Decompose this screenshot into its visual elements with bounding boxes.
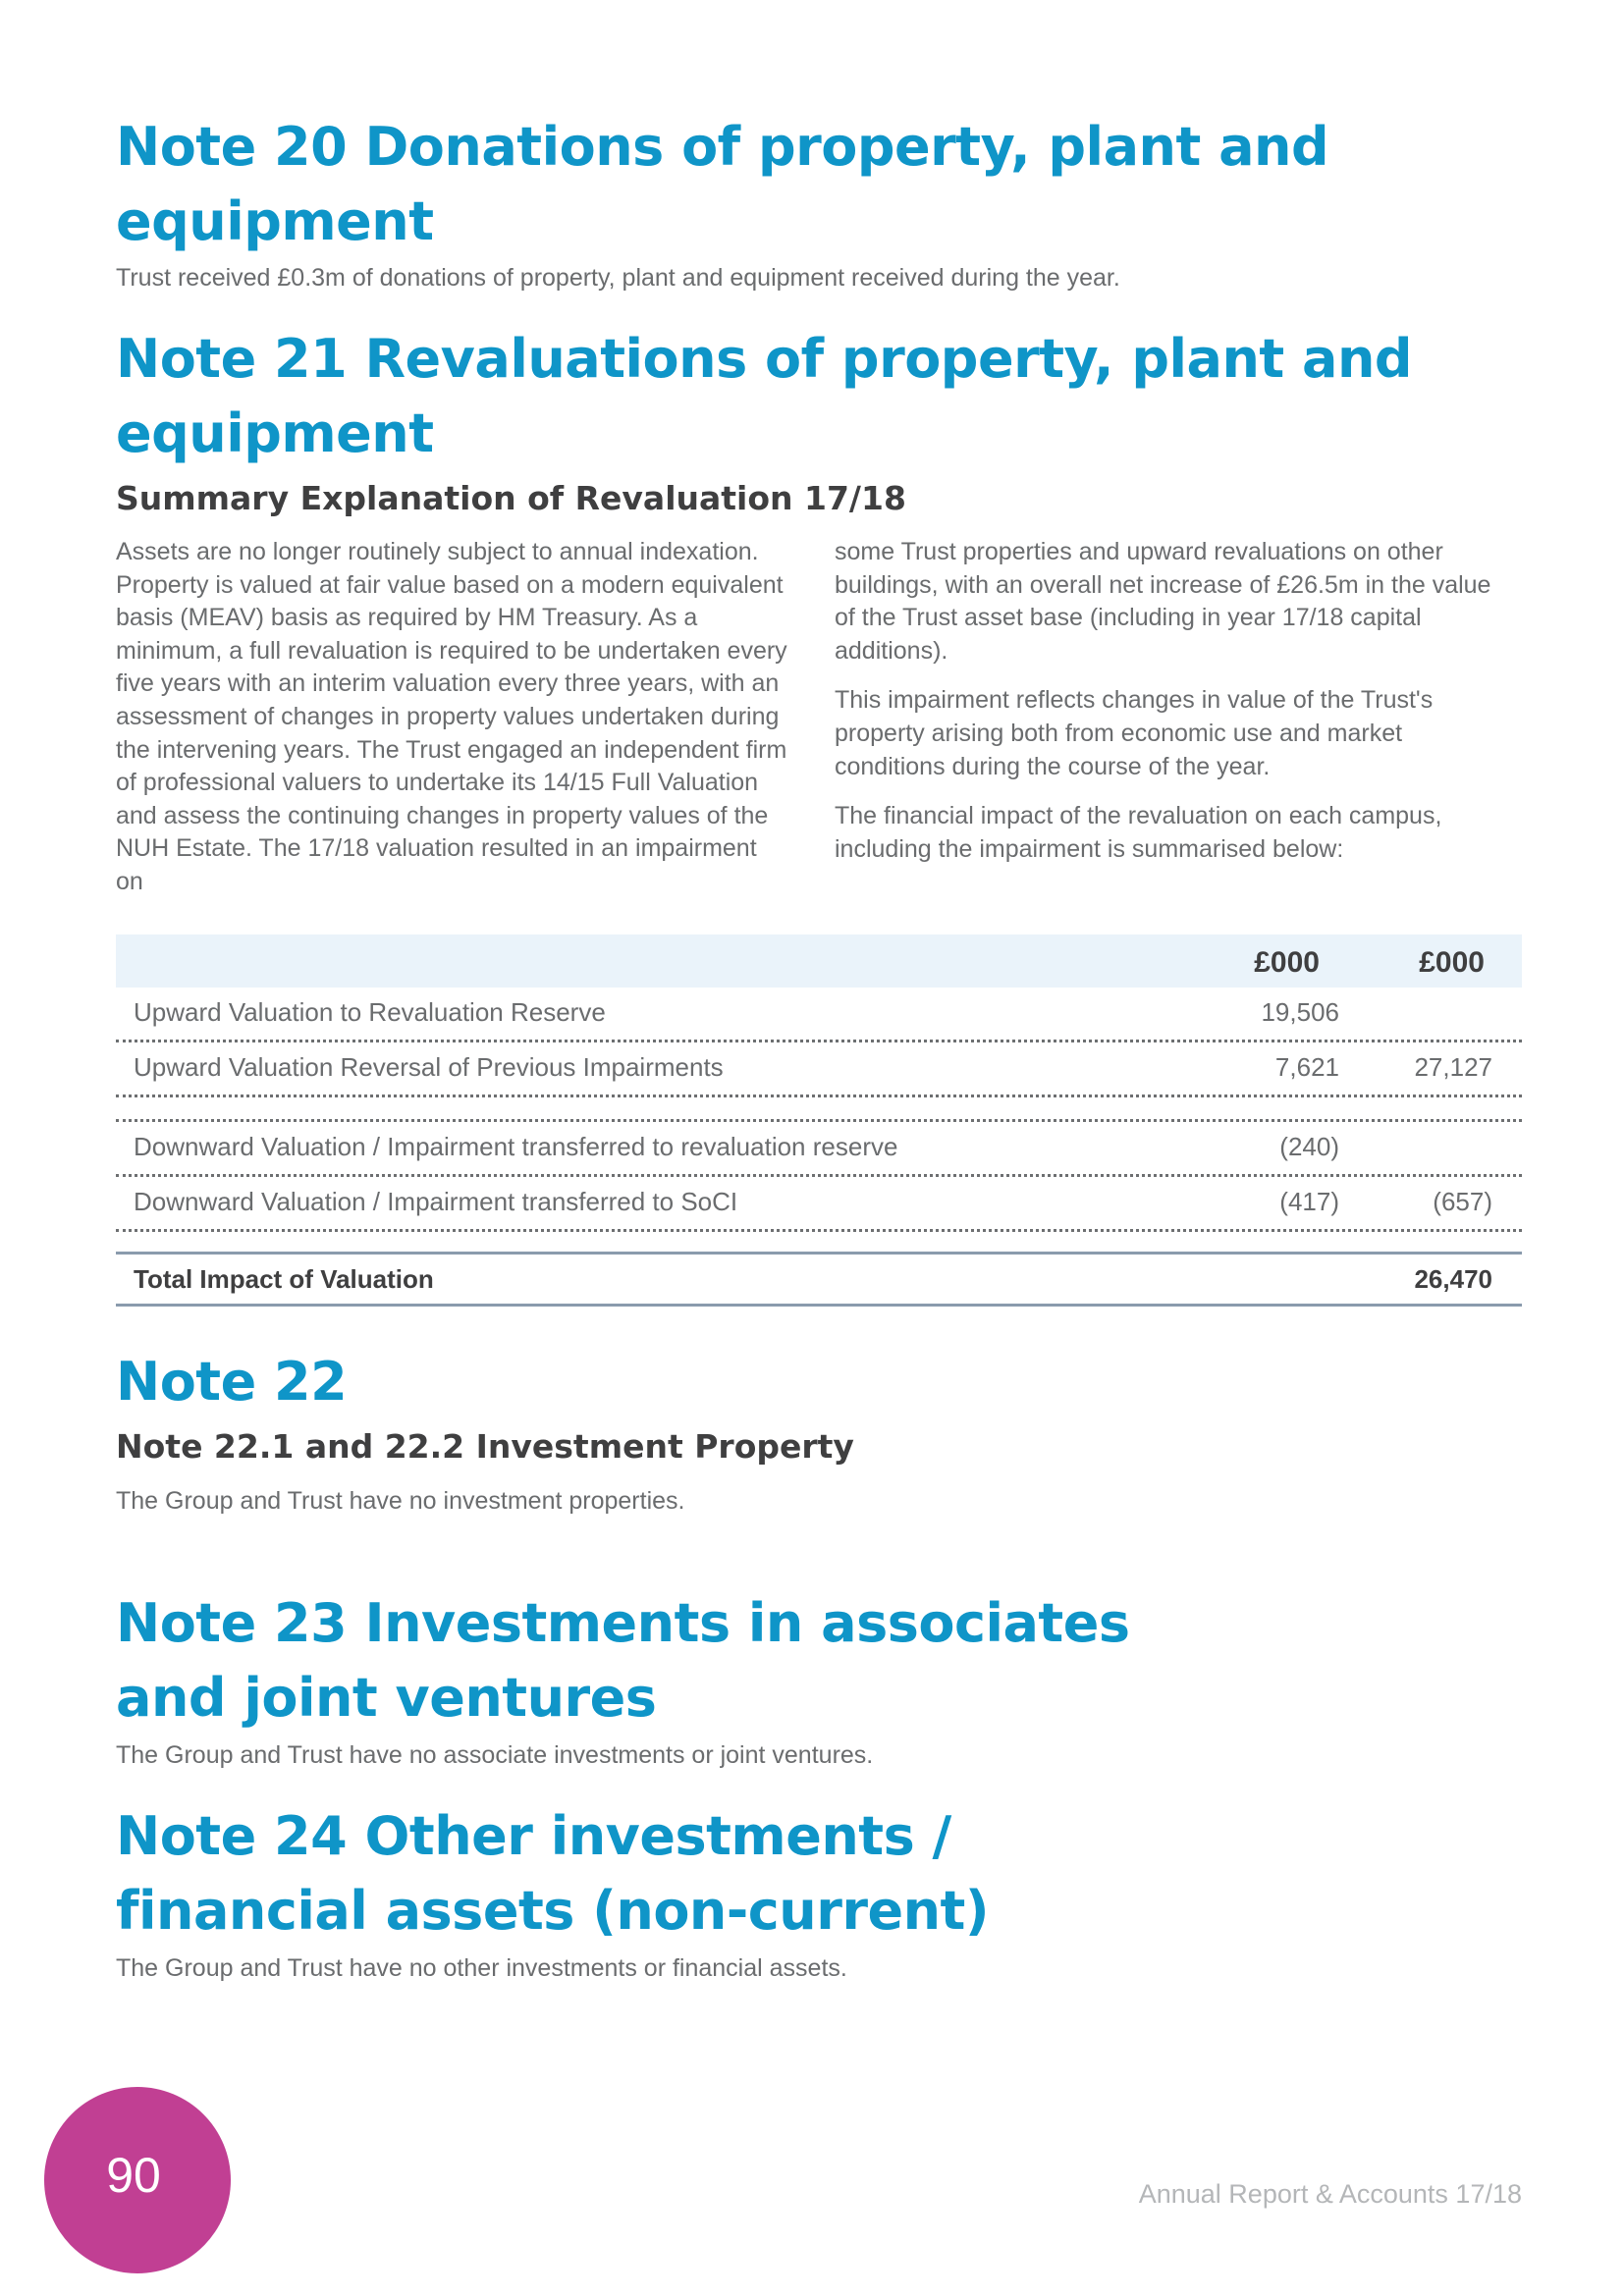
row-label: Downward Valuation / Impairment transferred to SoCI [134, 1187, 738, 1216]
note-23-text: The Group and Trust have no associate investments or joint ventures. [116, 1741, 874, 1769]
page-number-badge [44, 2087, 231, 2273]
note-23-title-line1: Note 23 Investments in associates [116, 1592, 1130, 1654]
table-header-col1: £000 [1254, 946, 1320, 979]
row-value-2: 27,127 [1414, 1052, 1492, 1082]
row-value-1: (240) [1279, 1132, 1339, 1161]
note-21-column-right [835, 536, 1502, 882]
row-value-2: (657) [1433, 1187, 1492, 1216]
row-label: Downward Valuation / Impairment transferred to revaluation reserve [134, 1132, 898, 1161]
note-21-subtitle: Summary Explanation of Revaluation 17/18 [116, 479, 906, 517]
note-20-title-line2: equipment [116, 190, 434, 252]
note-22-text: The Group and Trust have no investment properties. [116, 1487, 685, 1515]
note-20-title [116, 110, 1328, 259]
footer-report-title: Annual Report & Accounts 17/18 [1138, 2179, 1522, 2209]
table-row [116, 988, 1522, 1042]
row-label: Upward Valuation Reversal of Previous Impairments [134, 1052, 724, 1082]
note-20-text: Trust received £0.3m of donations of property, plant and equipment received during the year. [116, 264, 1120, 292]
row-label: Upward Valuation to Revaluation Reserve [134, 997, 606, 1027]
row-value-1: 7,621 [1274, 1052, 1339, 1082]
table-header [116, 934, 1522, 988]
note-21-title-line2: equipment [116, 402, 434, 464]
row-value-1: 19,506 [1261, 997, 1339, 1027]
table-row [116, 1177, 1522, 1232]
note-21-title [116, 322, 1412, 471]
table-row [116, 1122, 1522, 1177]
note-21-col2-paragraph-2: This impairment reflects changes in value of the Trust's property arising both from economic use and market conditions during the course of the year. [835, 686, 1434, 780]
note-23-title [116, 1586, 1130, 1735]
note-21-title-line1: Note 21 Revaluations of property, plant and [116, 328, 1413, 390]
note-21-col2-paragraph-1: some Trust properties and upward revaluations on other buildings, with an overall net increase of £26.5m in the value of the Trust asset base (including in year 17/18 capital additions). [835, 538, 1491, 665]
note-22-title: Note 22 [116, 1351, 348, 1413]
note-22-subtitle: Note 22.1 and 22.2 Investment Property [116, 1427, 854, 1466]
total-label: Total Impact of Valuation [134, 1264, 434, 1294]
row-value-1: (417) [1279, 1187, 1339, 1216]
note-24-title [116, 1799, 989, 1949]
note-24-title-line1: Note 24 Other investments / [116, 1805, 951, 1867]
revaluation-table [116, 934, 1522, 1307]
table-total-row [116, 1255, 1522, 1307]
note-21-column-left [116, 536, 789, 916]
note-24-text: The Group and Trust have no other investments or financial assets. [116, 1954, 847, 1982]
note-21-col1-paragraph: Assets are no longer routinely subject to annual indexation. Property is valued at fair value based on a modern equivalent basis (MEAV) basis as required by HM Treasury. As a minimum, a full revaluation is required to be undertaken every five years with an interim valuation every three years, with an assessment of changes in property values undertaken during the intervening years. The Trust engaged an independent firm of professional valuers to undertake its 14/15 Full Valuation and assess the continuing changes in property values of the NUH Estate. The 17/18 valuation resulted in an impairment on [116, 538, 787, 895]
total-value: 26,470 [1414, 1264, 1492, 1294]
note-21-col2-paragraph-3: The financial impact of the revaluation on each campus, including the impairment is summarised below: [835, 802, 1442, 863]
table-divider [116, 1232, 1522, 1255]
table-header-col2: £000 [1419, 946, 1485, 979]
note-24-title-line2: financial assets (non-current) [116, 1880, 990, 1942]
table-row [116, 1042, 1522, 1097]
page-number: 90 [106, 2148, 161, 2203]
note-20-title-line1: Note 20 Donations of property, plant and [116, 116, 1329, 178]
table-divider [116, 1097, 1522, 1122]
note-23-title-line2: and joint ventures [116, 1667, 657, 1729]
